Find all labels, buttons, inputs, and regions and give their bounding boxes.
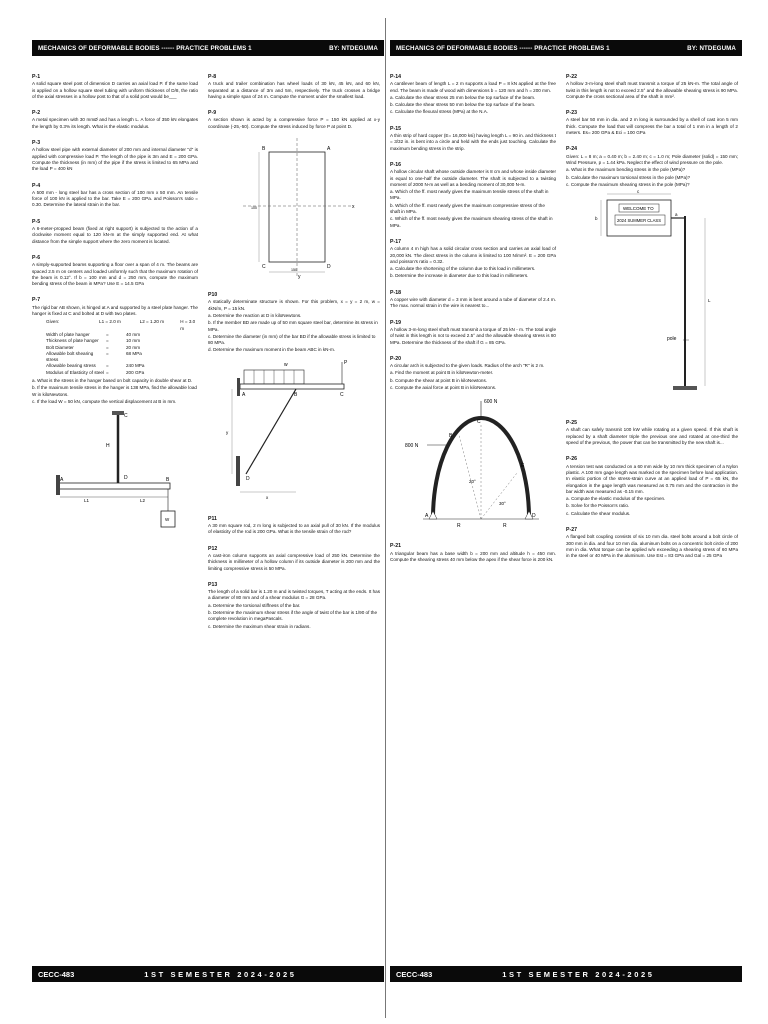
problem-p1 bbox=[32, 74, 198, 100]
problem-p21 bbox=[390, 543, 556, 563]
given-l2: L2 = 1.20 m bbox=[139, 319, 165, 325]
problem-p17 bbox=[390, 239, 556, 280]
label-d: D bbox=[532, 513, 536, 520]
problem-part: b. If the maximum tensile stress in the hanger is 138 MPa, find the allowable load W in kiloNewtons. bbox=[32, 385, 197, 397]
footer-semester: 1ST SEMESTER 2024-2025 bbox=[502, 969, 655, 979]
p20-arch-figure bbox=[403, 393, 543, 533]
label-e: E bbox=[521, 463, 525, 470]
problem-p15 bbox=[390, 126, 556, 152]
label-x: x bbox=[266, 494, 269, 500]
problem-part: c. Calculate the shear modulus. bbox=[566, 510, 631, 516]
problem-p13 bbox=[208, 582, 380, 630]
problem-p3 bbox=[32, 140, 198, 172]
p10-structure-figure bbox=[224, 356, 364, 506]
problem-number: P-3 bbox=[32, 140, 41, 147]
problem-text: A section shown is acted by a compressive force P = 150 kN applied at x-y coordinate (-25,-50). Compute the stress induced by force P at point D. bbox=[208, 117, 380, 129]
label-h: H bbox=[106, 443, 110, 450]
problem-number: P-14 bbox=[390, 74, 401, 80]
label-a: a bbox=[675, 212, 678, 218]
problem-part: b. Compute the shear at point B in kiloNewtons. bbox=[390, 377, 488, 383]
label-w: w bbox=[284, 361, 288, 368]
problem-number: P-1 bbox=[32, 74, 41, 80]
problem-text: A hollow circular shaft whose outside diameter is 8 cm and whose inside diameter is equal to one-half the outside diameter. The shaft is subjected to a twisting moment of 2000 N-m as well as a bending moment of 30,000 N-m. bbox=[390, 169, 556, 187]
problem-number: P-8 bbox=[208, 74, 217, 80]
label-y: y bbox=[298, 274, 301, 281]
problem-p19 bbox=[390, 320, 556, 346]
dim-horizontal-value: 150 bbox=[291, 268, 297, 273]
page-footer bbox=[32, 966, 384, 982]
wall-a bbox=[237, 378, 240, 396]
problem-p10 bbox=[208, 292, 380, 506]
label-b: b bbox=[595, 216, 598, 222]
problem-part: b. Determine the maximum shear stress if the angle of twist of the bar is 1/90 of the complete revolution in megaPascals. bbox=[208, 610, 378, 622]
label-a: A bbox=[327, 146, 331, 153]
label-c: C bbox=[262, 264, 266, 271]
problem-number: P10 bbox=[208, 292, 218, 299]
problem-text: A statically determinate structure is shown. For this problem, x = y = 2 m, w = 4kN/m, P = 15 kN. bbox=[208, 299, 380, 311]
problem-p16 bbox=[390, 162, 556, 229]
problem-p22 bbox=[566, 74, 738, 100]
given-row: Width of plate hanger = 40 mm bbox=[46, 331, 141, 337]
problem-text: A cast-iron column supports an axial compressive load of 250 kN. Determine the thickness in millimeter of a hollow column if its outside diameter is 200 mm and the limiting compressive stress is 50 MPa. bbox=[208, 552, 380, 571]
problem-part: a. What is the maximum bending stress in the pole (MPa)? bbox=[566, 167, 686, 173]
given-row: Allowable bolt shearing stress = 68 MPa bbox=[46, 350, 142, 363]
given-row: Thickness of plate hanger = 10 mm bbox=[46, 338, 141, 344]
header-author: BY: NTDEGUMA bbox=[329, 44, 378, 52]
right-column-a bbox=[390, 74, 556, 573]
label-b: B bbox=[166, 477, 170, 484]
label-l2: L2 bbox=[140, 498, 146, 504]
label-b: B bbox=[449, 433, 453, 440]
problem-part: c. If the load W = 50 kN, compute the vertical displacement at B in mm. bbox=[32, 398, 177, 404]
problem-part: a. Compute the elastic modulus of the specimen. bbox=[566, 496, 666, 502]
angle-20: 20° bbox=[469, 479, 476, 485]
label-l: L bbox=[708, 298, 711, 304]
header-author: BY: NTDEGUMA bbox=[687, 44, 736, 52]
problem-p26 bbox=[566, 456, 738, 517]
problem-part: c. Compute the maximum shearing stress in the pole (MPa)? bbox=[566, 181, 690, 187]
problem-number: P-15 bbox=[390, 125, 401, 132]
problem-part: b. Solve for the Poisson's ratio. bbox=[566, 503, 630, 509]
problem-p7 bbox=[32, 297, 198, 537]
problem-part: a. Which of the ff. most nearly gives the maximum tensile stress of the shaft in MPa. bbox=[390, 189, 549, 201]
problem-text: A circular arch is subjected to the given loads. Radius of the arch "R" is 2 m. bbox=[390, 363, 545, 369]
problem-text: A hollow 3-m-long steel shaft must transmit a torque of 25 kN-m. The total angle of twist in this length is not to exceed 2.5° and the allowable shearing stress is 90 MPa. Compute the cross sectional area of the shaft in mm². bbox=[566, 81, 738, 99]
page-divider bbox=[385, 18, 386, 1018]
problem-p23 bbox=[566, 110, 738, 136]
label-y: y bbox=[226, 429, 229, 435]
footer-course: CECC-483 bbox=[396, 969, 433, 979]
problem-part: b. Calculate the maximum torsional stress in the pole (MPa)? bbox=[566, 174, 691, 180]
problem-text: A metal specimen with 30 mmØ and has a length L. A force of 350 kN elongates the length by 0.3% its length. What is the elastic modulus. bbox=[32, 117, 198, 129]
problem-text: A copper wire with diameter d = 3 mm is bent around a tube of diameter of 2.4 m. The max. normal strain in the wire is nearest to... bbox=[390, 297, 556, 309]
problem-text: A shaft can safely transmit 100 kW while rotating at a given speed. If this shaft is replaced by a shaft diameter triple the previous one and rotated at one-third the speed of the previous, the power that can be transmitted by the new shaft is... bbox=[566, 427, 738, 446]
label-load-left: 800 N bbox=[405, 443, 419, 450]
problem-text: A 500 mm - long steel bar has a cross section of 100 mm x 50 mm. An tensile force of 100 kN is applied to the bar. Take E = 200 GPa. and Poisson's ratio = 0.30. Determine the lateral strain in the bar. bbox=[32, 189, 198, 208]
label-d: D bbox=[246, 475, 250, 482]
problem-number: P-27 bbox=[566, 527, 577, 534]
problem-number: P-25 bbox=[566, 420, 577, 427]
problem-text: A 6-meter-propped beam (fixed at right support) is subjected to the action of a clockwise moment equal to 120 kN-m at the simply supported end. At what distance from the simple support where the zero moment is located. bbox=[32, 226, 198, 244]
label-b: B bbox=[262, 146, 266, 153]
sign-line-2: 2024 SUMMER CLASS bbox=[617, 218, 661, 224]
problem-p6 bbox=[32, 255, 198, 287]
label-pole: pole bbox=[667, 336, 677, 343]
problem-p14 bbox=[390, 74, 556, 116]
header-title: MECHANICS OF DEFORMABLE BODIES ------ PRACTICE PROBLEMS 1 bbox=[38, 44, 252, 52]
problem-text: A tension test was conducted on a 60 mm wide by 10 mm thick specimen of a Nylon plastic. A 100 mm gage length was marked on the specimen before load application. In elastic portion of the stress-strain curve at an applied load of P = 65 kN, the elongation in the gage length was measured as 0.75 mm and the contraction in the bar width was measured as -0.15 mm. bbox=[566, 463, 738, 494]
problem-number: P11 bbox=[208, 515, 217, 522]
label-c: C bbox=[124, 413, 128, 420]
given-l1: L1 = 2.0 m bbox=[99, 319, 121, 325]
problem-number: P-19 bbox=[390, 319, 401, 326]
problem-number: P-22 bbox=[566, 74, 577, 80]
problem-text: A flanged bolt coupling consists of six 10 mm dia. steel bolts around a bolt circle of 300 mm in dia. and four 10 mm dia. aluminum bolts on a concentric bolt circle of 200 mm in dia. What torque can be applied w/o exceeding a shearing stress of 60 MPa in the steel or 40 MPa in the aluminum. Use Est = 83 GPa and Gal = 25 GPa bbox=[566, 534, 738, 559]
problem-p27 bbox=[566, 527, 738, 559]
page-header bbox=[390, 40, 742, 56]
label-a: A bbox=[60, 477, 64, 484]
problem-text: A thin strip of hard copper (E= 16,000 ksi) having length L = 90 in. and thickness t = 3/32 in. is bent into a circle and held with the ends just touching. Calculate the maximum bending stress in the strip. bbox=[390, 133, 556, 151]
page-header bbox=[32, 40, 384, 56]
label-c: C bbox=[477, 419, 481, 426]
problem-part: c. Compute the axial force at point B in kiloNewtons. bbox=[390, 384, 497, 390]
problem-p5 bbox=[32, 219, 198, 245]
problem-text: A hollow 3-m-long steel shaft must transmit a torque of 25 kN - m. The total angle of twist in this length is not to exceed 2.5° and the allowable shearing stress is 80 MPa. Determine the thickness of the shaft if G = 85 GPa. bbox=[390, 326, 556, 345]
problem-number: P13 bbox=[208, 581, 218, 588]
problem-number: P-17 bbox=[390, 238, 401, 245]
problem-p8 bbox=[208, 74, 380, 100]
problem-part: c. Determine the diameter (in mm) of the bar BD if the allowable stress is limited to 80 MPa. bbox=[208, 333, 376, 346]
given-block bbox=[46, 319, 198, 376]
problem-text: A triangular beam has a base width b = 200 mm and altitude h = 450 mm. Compute the shearing stress 40 mm below the apex if the shear force is 200 kN. bbox=[390, 550, 556, 562]
problem-part: d. Determine the maximum moment in the beam ABC in kN-m. bbox=[208, 347, 336, 353]
pole-base bbox=[673, 386, 697, 390]
given-label: Given: bbox=[46, 319, 60, 325]
problem-number: P-21 bbox=[390, 543, 401, 550]
problem-p25 bbox=[566, 420, 738, 446]
problem-number: P-5 bbox=[32, 218, 41, 225]
problem-part: a. Determine the reaction at D in kiloNewtons. bbox=[208, 312, 302, 318]
problem-part: b. If the member BD are made up of 50 mm square steel bar, determine its stress in MPa. bbox=[208, 320, 378, 332]
given-row: Bolt Diameter = 20 mm bbox=[46, 344, 141, 350]
problem-part: b. Calculate the shear stress 50 mm below the top surface of the beam. bbox=[390, 102, 536, 108]
beam-abc bbox=[240, 384, 344, 389]
problem-number: P-6 bbox=[32, 254, 41, 261]
hanger-support bbox=[112, 411, 124, 415]
left-column-a bbox=[32, 74, 198, 547]
label-l1: L1 bbox=[84, 498, 90, 504]
problem-text: A steel bar 50 mm in dia. and 2 m long is surrounded by a shell of cast iron 5 mm thick. Compute the load that will compress the bar a total of 1 mm in a length of 2 meters. Es= 200 GPa & Eci = 100 GPa bbox=[566, 117, 738, 136]
label-d: D bbox=[327, 264, 331, 271]
label-c: c bbox=[637, 190, 640, 195]
problem-text: The length of a solid bar is 1.20 m and is twisted torques, T acting at the ends. It has a diameter of 80 mm and of a shear modulus G = 28 GPa. bbox=[208, 589, 380, 601]
problem-text: A truck and trailer combination has wheel loads of 30 kN, 45 kN, and 60 kN, separated at a distance of 3m and 5m, respectively. The truck crosses a bridge having a simple span of 24 m. Compute the moment under the smallest load. bbox=[208, 81, 380, 99]
problem-p24 bbox=[566, 146, 738, 410]
problem-part: a. Find the moment at point B in kiloNewton-meter. bbox=[390, 370, 494, 376]
problem-part: a. Calculate the shortening of the column due to this load in millimeters. bbox=[390, 266, 536, 272]
problem-text: The rigid bar AB shown, is hinged at A and supported by a steel plate hanger. The hanger is fixed at C and bolted at D with two plates. bbox=[32, 304, 198, 317]
given-row: Allowable bearing stress = 240 MPa bbox=[46, 363, 145, 369]
radius-line-b bbox=[459, 435, 481, 519]
problem-number: P-7 bbox=[32, 297, 41, 304]
radius-line-e bbox=[481, 473, 517, 519]
footer-semester: 1ST SEMESTER 2024-2025 bbox=[144, 969, 297, 979]
angle-30: 30° bbox=[499, 501, 506, 507]
wall-d bbox=[236, 456, 240, 486]
problem-number: P-20 bbox=[390, 355, 401, 362]
label-a: A bbox=[242, 391, 246, 398]
problem-part: b. Which of the ff. most nearly gives the maximum compressive stress of the shaft in MPa. bbox=[390, 202, 545, 215]
problem-p2 bbox=[32, 110, 198, 130]
given-row: Modulus of Elasticity of steel = 200 GPa bbox=[46, 369, 145, 375]
problem-p18 bbox=[390, 290, 556, 310]
left-column-b bbox=[208, 74, 380, 640]
label-a: A bbox=[425, 513, 429, 520]
right-page bbox=[390, 40, 742, 990]
footer-course: CECC-483 bbox=[38, 969, 75, 979]
problem-p12 bbox=[208, 546, 380, 572]
problem-part: c. Calculate the flexural stress (MPa) at the N.A. bbox=[390, 109, 489, 115]
problem-text: A column 4 m high has a solid circular cross section and carries an axial load of 20,000 kN. The direct stress in the column is limited to 100 N/mm². E = 200 GPa and poisson's ratio = 0.32. bbox=[390, 246, 556, 264]
given-h: H = 3.0 m bbox=[180, 319, 196, 331]
problem-text: A 30 mm square rod, 2 m long is subjected to an axial pull of 30 kN. If the modulus of elasticity of the rod is 200 GPa. What is the tensile strain of the rod? bbox=[208, 523, 380, 535]
problem-p11 bbox=[208, 516, 380, 536]
problem-part: b. Determine the increase in diameter due to this load in millimeters. bbox=[390, 273, 529, 279]
problem-p20 bbox=[390, 356, 556, 533]
problem-part: c. Determine the maximum shear strain in radians. bbox=[208, 623, 311, 629]
problem-number: P12 bbox=[208, 545, 218, 552]
right-column-b bbox=[566, 74, 738, 570]
problem-number: P-23 bbox=[566, 110, 577, 117]
label-x: x bbox=[352, 204, 355, 211]
problem-p4 bbox=[32, 183, 198, 209]
page-footer bbox=[390, 966, 742, 982]
support-a bbox=[429, 511, 437, 519]
problem-number: P-4 bbox=[32, 182, 41, 189]
rigid-bar-ab bbox=[58, 483, 170, 489]
header-title: MECHANICS OF DEFORMABLE BODIES ------ PRACTICE PROBLEMS 1 bbox=[396, 44, 610, 52]
label-load-top: 600 N bbox=[484, 399, 498, 406]
left-page bbox=[32, 40, 384, 990]
problem-number: P-26 bbox=[566, 456, 577, 463]
p9-section-figure bbox=[229, 132, 359, 282]
problem-text: A cantilever beam of length L = 2 m supports a load P = 8 kN applied at the free end. The beam is made of wood with dimensions b = 120 mm and h = 200 mm. bbox=[390, 81, 556, 93]
problem-text: A hollow steel pipe with external diameter of 200 mm and internal diameter "d" is applied with compressive load P. The length of the pipe is 3m and E = 200 GPa. Compute the thickness (in mm) of the pipe if the stress is limited to 65 MPa and the load P = 400 kN bbox=[32, 147, 198, 172]
dim-vertical-value: 100 bbox=[251, 206, 257, 211]
p24-sign-pole-figure bbox=[577, 190, 727, 410]
problem-part: a. Determine the torsional stiffness of the bar. bbox=[208, 602, 301, 608]
p7-hanger-figure bbox=[50, 407, 180, 537]
problem-part: c. Which of the ff. most nearly gives the maximum shearing stress of the shaft in MPa. bbox=[390, 216, 553, 228]
label-c: C bbox=[340, 391, 344, 398]
problem-part: a. What is the stress in the hanger based on bolt capacity in double shear at D. bbox=[32, 377, 193, 383]
problem-p9 bbox=[208, 110, 380, 282]
problem-part: a. Calculate the shear stress 25 mm below the top surface of the beam. bbox=[390, 94, 536, 100]
given-top bbox=[46, 319, 198, 332]
label-b: B bbox=[294, 391, 298, 398]
label-w: W bbox=[165, 517, 170, 523]
sign-line-1: WELCOME TO bbox=[623, 206, 654, 212]
problem-text: A simply-supported beams supporting a floor over a span of 4 m. The beams are spaced 2.5 m on centers and loaded uniformly such that the maximum rotation of the beam is 0.12°. If b = 100 mm and d = 250 mm, compute the maximum bending stress of the beam in MPa? Use E = 14.5 GPa bbox=[32, 262, 198, 287]
problem-number: P-16 bbox=[390, 161, 401, 168]
problem-number: P-18 bbox=[390, 289, 401, 296]
label-p: P bbox=[344, 359, 348, 366]
member-bd bbox=[246, 389, 296, 474]
label-d: D bbox=[124, 475, 128, 482]
problem-number: P-24 bbox=[566, 146, 577, 153]
problem-text: A solid square steel post of dimension D carries an axial load P. If the same load is applied on a hollow square steel tubing with uniform thickness of D/8, the ratio of the axial stresses in a hollow post to that of a solid post would be___ bbox=[32, 81, 198, 99]
problem-number: P-9 bbox=[208, 110, 217, 117]
label-r-left: R bbox=[457, 523, 461, 530]
problem-number: P-2 bbox=[32, 110, 41, 117]
label-r-right: R bbox=[503, 523, 507, 530]
problem-text: Given: L = 8 m; a = 0.40 m; b = 2.40 m; c = 1.0 m; Pole diameter (solid) = 150 mm; Wind Pressure, p = 1.44 kPa. Neglect the effect of wind pressure on the pole. bbox=[566, 153, 738, 165]
